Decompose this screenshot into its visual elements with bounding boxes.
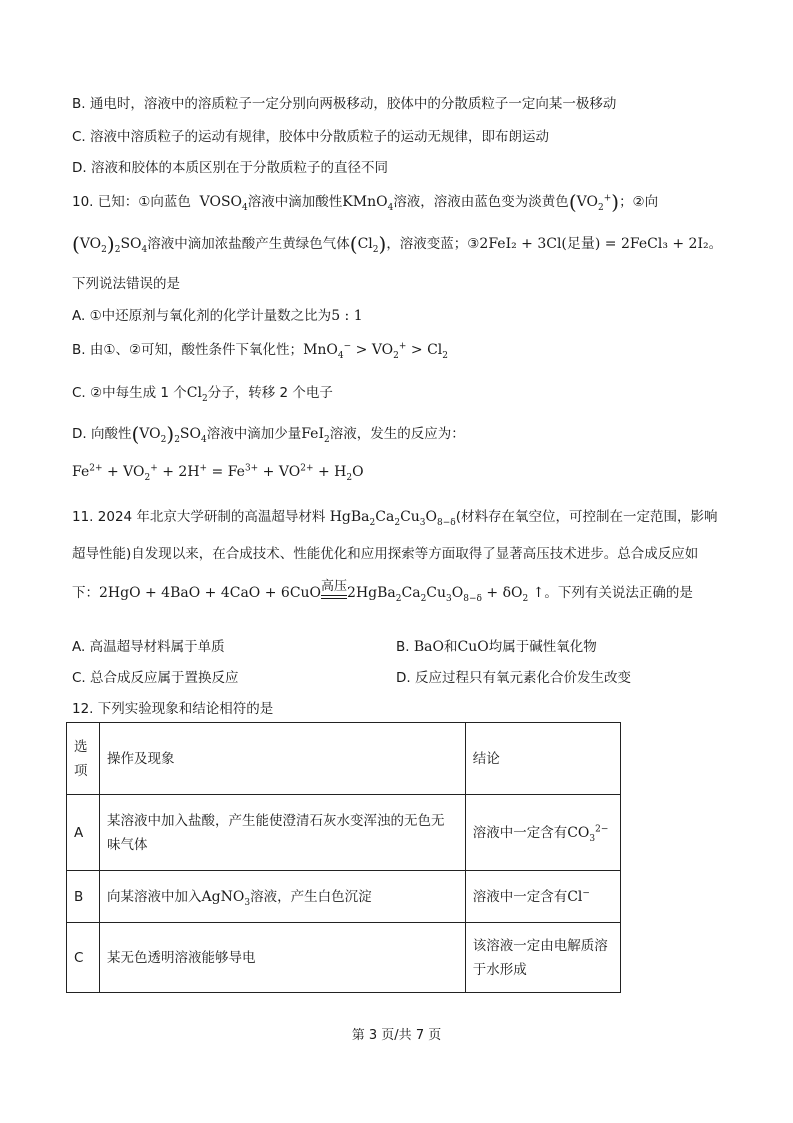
table-header-row [67,723,621,795]
synthesis-equation: 2HgO + 4BaO + 4CaO + 6CuO 高压 $2HgBa_2Ca_2Cu_3O_{8-\delta} + \delta O_2$ ↑ [99,579,545,604]
table-row: C 某无色透明溶液能够导电 该溶液一定由电解质溶于水形成 [67,923,621,993]
q11-line2: 超导性能)自发现以来，在合成技术、性能优化和应用探索等方面取得了显著高压技术进步。总合成反应如 [72,546,699,562]
formula-voso4: $VOSO_4$ [195,194,248,213]
q10-line1: 10. 已知：①向蓝色 $VOSO_4$溶液中滴加酸性KMnO$_4$溶液，溶液由蓝色变为淡黄色$(VO_2^+)$；②向 [72,190,659,214]
q12-stem: 12. 下列实验现象和结论相符的是 [72,701,274,717]
formula-cl2: $(Cl_2)$ [349,232,387,256]
formula-vo2-2so4: $(VO_2)_2SO_4$ [72,232,148,256]
formula-vo2-plus: $(VO_2^+)$ [568,190,620,214]
q10-option-c: C. ②中每生成 1 个$Cl_2$分子，转移 2 个电子 [72,385,333,404]
q10-option-b: B. 由①、②可知，酸性条件下氧化性；$MnO_4^- > VO_2^+ > Cl_2$ [72,341,449,361]
q12-table [66,722,621,993]
q10-option-d: D. 向酸性$(VO_2)_2SO_4$溶液中滴加少量FeI$_2$溶液，发生的反应为： [72,422,465,446]
q11-line1: 11. 2024 年北京大学研制的高温超导材料 $HgBa_2Ca_2Cu_3O_{8-\delta}$(材料存在氧空位，可控制在一定范围，影响 [72,509,718,528]
formula-superconductor: $HgBa_2Ca_2Cu_3O_{8-\delta}$ [329,509,456,528]
table-row: B 向某溶液中加入AgNO$_3$溶液，产生白色沉淀 溶液中一定含有Cl− [67,871,621,923]
formula-kmno4: KMnO$_4$ [342,194,394,213]
q9-option-c: C. 溶液中溶质粒子的运动有规律，胶体中分散质粒子的运动无规律，即布朗运动 [72,129,550,145]
equation-3: 2FeI₂ + 3Cl(足量) = 2FeCl₃ + 2I₂ [479,236,709,252]
q10-option-d-equation: $Fe^{2+} + VO_2^+ + 2H^+ = Fe^{3+} + VO^{2+} + H_2O$ [72,463,364,483]
q10-line2: $(VO_2)_2SO_4$溶液中滴加浓盐酸产生黄绿色气体$(Cl_2)$，溶液变蓝；③2FeI₂ + 3Cl(足量) = 2FeCl₃ + 2I₂。 [72,232,723,256]
header-option: 选项 [67,723,100,795]
q10-stem: 下列说法错误的是 [72,276,180,292]
q11-option-d: D. 反应过程只有氧元素化合价发生改变 [396,670,631,686]
table-row: A 某溶液中加入盐酸，产生能使澄清石灰水变浑浊的无色无味气体 溶液中一定含有$CO_3^{2-}$ [67,795,621,871]
page-footer: 第 3 页/共 7 页 [351,1028,442,1043]
header-operation: 操作及现象 [100,723,466,795]
q11-line3: 下：2HgO + 4BaO + 4CaO + 6CuO 高压 $2HgBa_2Ca_2Cu_3O_{8-\delta} + \delta O_2$ ↑。下列有关说法正确的是 [72,579,693,604]
q10-option-a: A. ①中还原剂与氧化剂的化学计量数之比为5 : 1 [72,308,363,324]
q11-option-c: C. 总合成反应属于置换反应 [72,670,239,686]
oxidizing-order: $MnO_4^- > VO_2^+ > Cl_2$ [303,341,449,361]
header-conclusion: 结论 [465,723,620,795]
q9-option-b: B. 通电时，溶液中的溶质粒子一定分别向两极移动，胶体中的分散质粒子一定向某一极移动 [72,96,617,112]
q9-option-d: D. 溶液和胶体的本质区别在于分散质粒子的直径不同 [72,160,388,176]
q11-option-a: A. 高温超导材料属于单质 [72,639,225,655]
q11-option-b: B. BaO和CuO均属于碱性氧化物 [396,639,597,655]
